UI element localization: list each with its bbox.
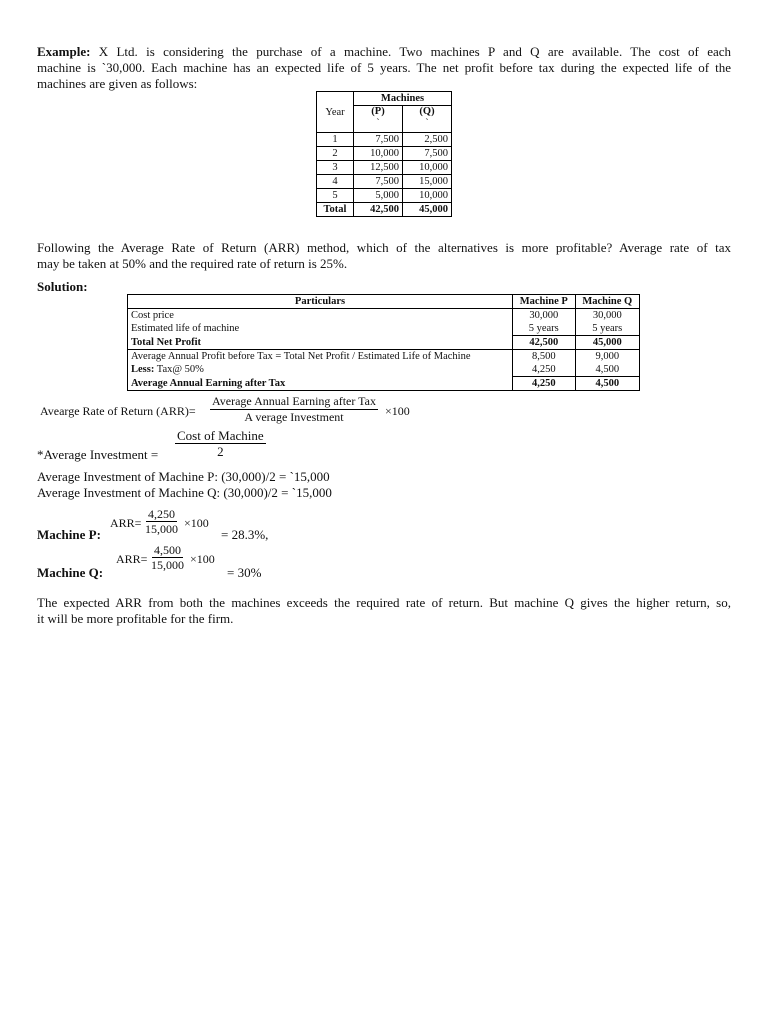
year-header: Year	[317, 92, 354, 133]
table-row: Average Annual Earning after Tax 4,250 4,500	[128, 377, 640, 391]
avg-inv-fraction: Cost of Machine 2	[177, 428, 264, 459]
particulars-header: Particulars	[128, 295, 513, 309]
table-row: Cost price 30,000 30,000	[128, 309, 640, 323]
arr-formula-lhs: Avearge Rate of Return (ARR)=	[40, 404, 196, 418]
avg-inv-machine-q: Average Investment of Machine Q: (30,000)/2 = `15,000	[37, 485, 332, 500]
avg-inv-machine-p: Average Investment of Machine P: (30,000)/2 = `15,000	[37, 469, 330, 484]
solution-table	[127, 294, 640, 391]
example-label: Example:	[37, 44, 91, 59]
table-row: 3 12,500 10,000	[317, 161, 452, 175]
machine-q-header: Machine Q	[575, 295, 640, 309]
conclusion-line-2: it will be more profitable for the firm.	[37, 611, 234, 626]
table-row: 2 10,000 7,500	[317, 147, 452, 161]
table-row: 5 5,000 10,000	[317, 189, 452, 203]
machines-group-header: Machines	[354, 92, 452, 106]
example-line-3: machines are given as follows:	[37, 76, 198, 91]
example-paragraph	[37, 44, 731, 92]
machine-q-arr: ARR=	[116, 552, 148, 566]
machine-p-header: Machine P	[513, 295, 576, 309]
machine-q-times: ×100	[190, 552, 215, 566]
machine-q-result: = 30%	[227, 565, 262, 580]
total-row: Total 42,500 45,000	[317, 203, 452, 217]
table-row: Less: Tax@ 50% 4,250 4,500	[128, 363, 640, 377]
question-line-1: Following the Average Rate of Return (ARR) method, which of the alternatives is more profitable? Average rate of tax	[37, 240, 731, 255]
arr-formula-fraction: Average Annual Earning after Tax A verage Investment	[212, 394, 376, 424]
machine-p-fraction: $\frac{4,250}{15,000}$	[145, 507, 178, 536]
machine-p-label: Machine P:	[37, 527, 101, 542]
example-line-1: Example: X Ltd. is considering the purchase of a machine. Two machines P and Q are available. The cost of each	[37, 44, 732, 59]
col-p-header: (P) `	[354, 106, 403, 133]
example-line-2: machine is `30,000. Each machine has an expected life of 5 years. The net profit before tax during the expected life of the	[37, 60, 731, 75]
conclusion-line-1: The expected ARR from both the machines exceeds the required rate of return. But machine Q gives the higher return, so,	[37, 595, 731, 610]
col-q-header: (Q) `	[403, 106, 452, 133]
machine-p-arr: ARR=	[110, 516, 142, 530]
table-row: Total Net Profit 42,500 45,000	[128, 336, 640, 350]
table-row: 1 7,500 2,500	[317, 133, 452, 147]
table-row: Average Annual Profit before Tax = Total Net Profit / Estimated Life of Machine 8,500 9,000	[128, 350, 640, 364]
table-row: Estimated life of machine 5 years 5 years	[128, 322, 640, 336]
machine-q-fraction: $\frac{4,500}{15,000}$	[151, 543, 184, 572]
solution-label: Solution:	[37, 279, 88, 294]
question-line-2: may be taken at 50% and the required rate of return is 25%.	[37, 256, 348, 271]
avg-inv-lhs: *Average Investment =	[37, 447, 159, 462]
question-paragraph	[37, 240, 731, 272]
machine-p-result: = 28.3%,	[221, 527, 269, 542]
arr-formula-times: ×100	[385, 404, 410, 418]
conclusion-paragraph	[37, 595, 731, 627]
machine-q-label: Machine Q:	[37, 565, 104, 580]
machines-table	[316, 91, 452, 217]
table-row: 4 7,500 15,000	[317, 175, 452, 189]
machine-p-times: ×100	[184, 516, 209, 530]
